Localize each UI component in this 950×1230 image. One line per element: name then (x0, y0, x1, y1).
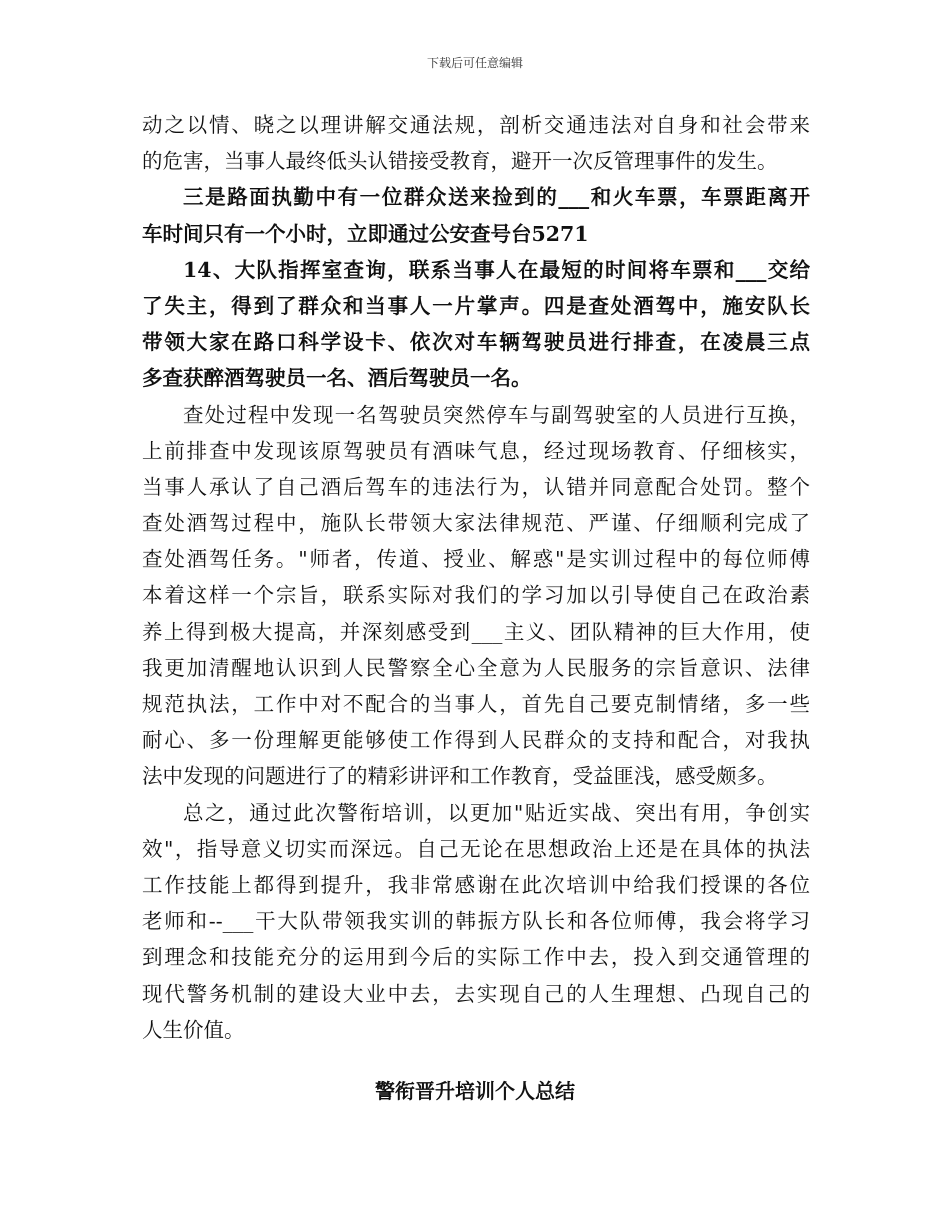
paragraph-line: 的危害，当事人最终低头认错接受教育，避开一次反管理事件的发生。 (142, 149, 778, 174)
paragraph-line: 法中发现的问题进行了的精彩讲评和工作教育，受益匪浅，感受颇多。 (142, 764, 778, 789)
paragraph-line: 14、大队指挥室查询，联系当事人在最短的时间将车票和___交给 (183, 257, 810, 282)
paragraph-line: 养上得到极大提高，并深刻感受到___主义、团队精神的巨大作用，使 (142, 619, 810, 644)
document-body (142, 107, 810, 1048)
paragraph-line: 查处酒驾过程中，施队长带领大家法律规范、严谨、仔细顺利完成了 (142, 511, 810, 536)
paragraph (142, 107, 810, 179)
paragraph-line: 工作技能上都得到提升，我非常感谢在此次培训中给我们授课的各位 (142, 872, 810, 897)
paragraph-line: 到理念和技能充分的运用到今后的实际工作中去，投入到交通管理的 (142, 945, 810, 970)
paragraph-line: 查处酒驾任务。"师者，传道、授业、解惑"是实训过程中的每位师傅 (142, 547, 810, 572)
paragraph-line: 动之以情、晓之以理讲解交通法规，剖析交通违法对自身和社会带来 (142, 113, 810, 137)
paragraph-line: 当事人承认了自己酒后驾车的违法行为，认错并同意配合处罚。整个 (142, 474, 810, 499)
paragraph-line: 现代警务机制的建设大业中去，去实现自己的人生理想、凸现自己的 (142, 981, 810, 1006)
paragraph-line: 车时间只有一个小时，立即通过公安查号台5271 (142, 221, 589, 246)
paragraph-line: 带领大家在路口科学设卡、依次对车辆驾驶员进行排查，在凌晨三点 (142, 330, 810, 355)
paragraph-line: 了失主，得到了群众和当事人一片掌声。四是查处酒驾中，施安队长 (142, 293, 810, 318)
paragraph-line: 多查获醉酒驾驶员一名、酒后驾驶员一名。 (142, 366, 532, 391)
paragraph-line: 效"，指导意义切实而深远。自己无论在思想政治上还是在具体的执法 (142, 836, 810, 861)
paragraph (142, 795, 810, 1048)
paragraph (142, 397, 810, 795)
paragraph-line: 查处过程中发现一名驾驶员突然停车与副驾驶室的人员进行互换， (183, 402, 810, 427)
paragraph-line: 规范执法，工作中对不配合的当事人，首先自己要克制情绪，多一些 (142, 692, 810, 716)
paragraph-line: 总之，通过此次警衔培训，以更加"贴近实战、突出有用，争创实 (183, 800, 810, 825)
paragraph-line: 老师和--___干大队带领我实训的韩振方队长和各位师傅，我会将学习 (142, 909, 810, 934)
paragraph-line: 耐心、多一份理解更能够使工作得到人民群众的支持和配合，对我执 (142, 728, 810, 753)
paragraph (142, 179, 810, 251)
paragraph-line: 本着这样一个宗旨，联系实际对我们的学习加以引导使自己在政治素 (142, 583, 810, 608)
paragraph-line: 三是路面执勤中有一位群众送来捡到的___和火车票，车票距离开 (183, 185, 810, 210)
section-title: 警衔晋升培训个人总结 (375, 1079, 575, 1103)
paragraph-line: 人生价值。 (142, 1017, 245, 1042)
page-header: 下载后可任意编辑 (426, 56, 523, 70)
paragraph-line: 我更加清醒地认识到人民警察全心全意为人民服务的宗旨意识、法律 (142, 655, 810, 680)
paragraph-line: 上前排查中发现该原驾驶员有酒味气息，经过现场教育、仔细核实， (142, 438, 810, 463)
paragraph (142, 252, 810, 397)
